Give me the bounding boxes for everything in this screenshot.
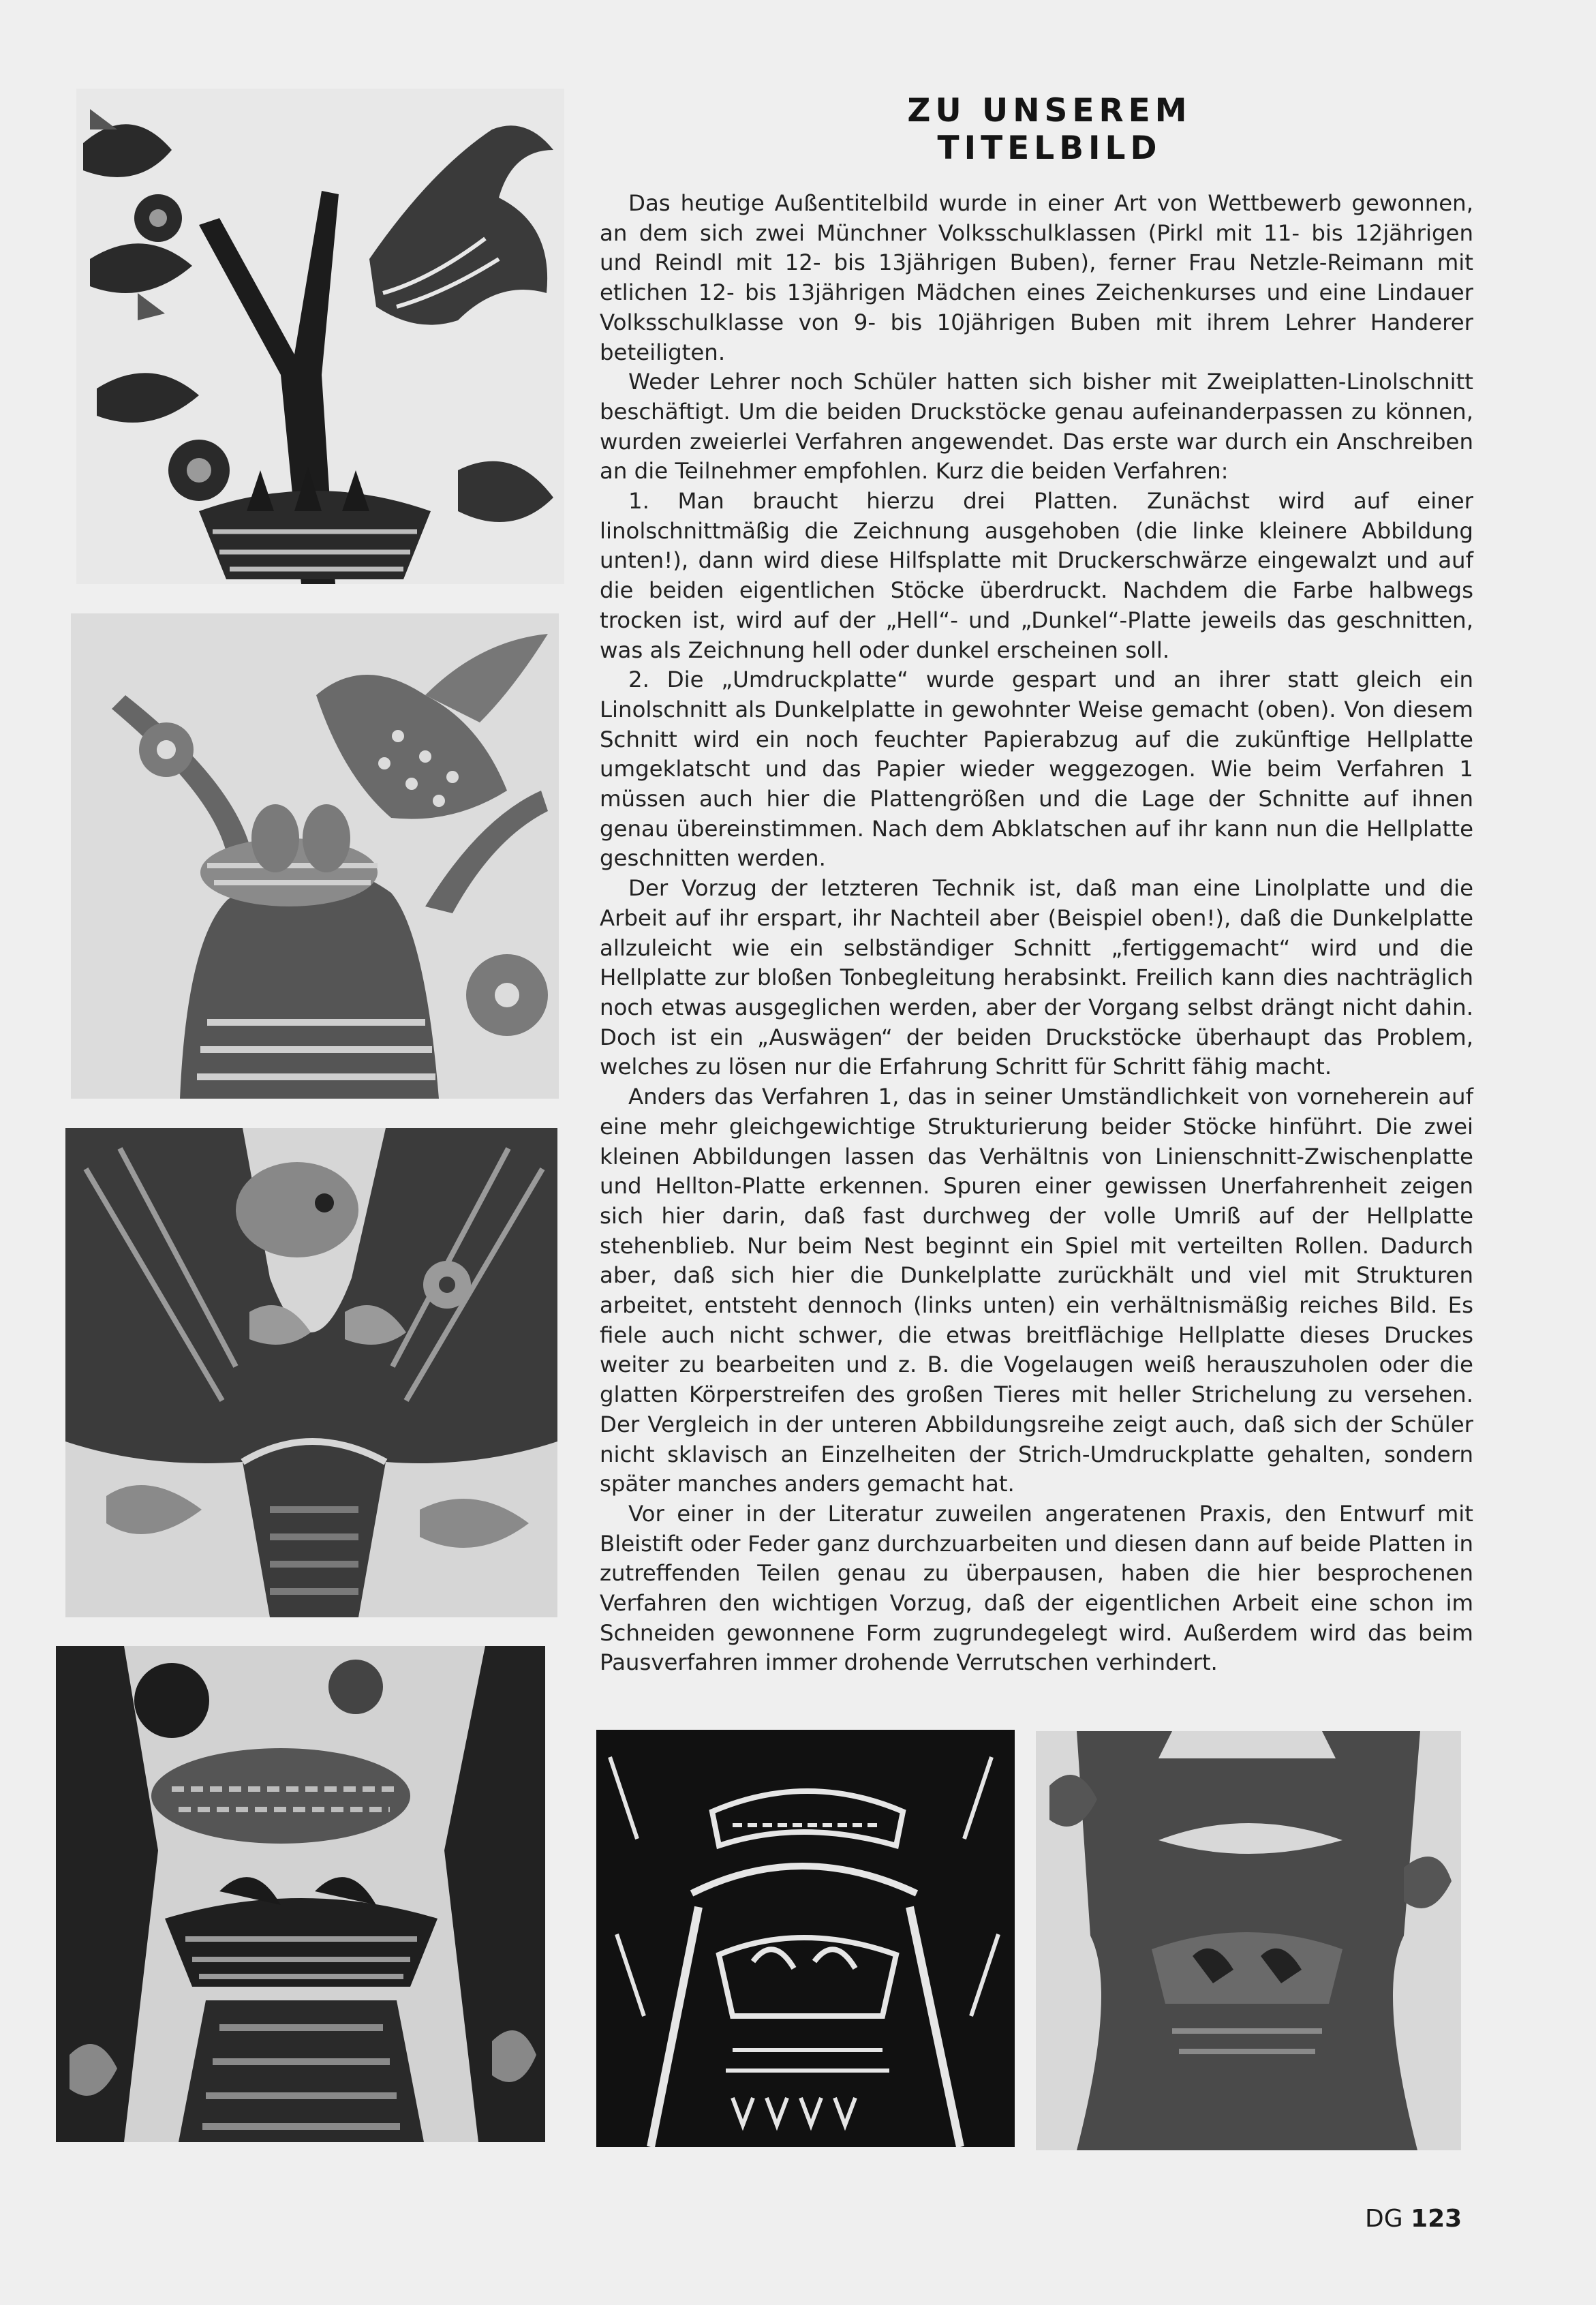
woodcut-line-transfer-plate xyxy=(596,1730,1015,2147)
article-body xyxy=(600,189,1473,1678)
woodcut-bird-with-chicks-light xyxy=(71,613,559,1099)
woodcut-bird-nest-two-plate xyxy=(56,1646,545,2142)
article-paragraph: Das heutige Außentitelbild wurde in einer Art von Wettbewerb gewonnen, an dem sich zwei Münchner Volksschulklassen (Pirkl mit 11- bis 12jährigen und Reindl mit 12- bis 13jährigen Buben), ferner Frau Netzle-Reimann mit etlichen 12- bis 13jährigen Mädchen eines Zeichenkurses und eine Lindauer Volksschulklasse von 9- bis 10jährigen Buben mit ihrem Lehrer Handerer beteiligten. xyxy=(600,190,1473,365)
page-number-value: 123 xyxy=(1411,2205,1462,2233)
article-paragraph: 2. Die „Umdruckplatte“ wurde gespart und an ihrer statt gleich ein Linolschnitt als Dunkelplatte in gewohnter Weise gemacht (oben). Von diesem Schnitt wird ein noch feuchter Papierabzug auf die zukünftige Hellplatte umgeklatscht und das Papier wieder weggezogen. Wie beim Verfahren 1 müssen auch hier die Plattengrößen und die Lage der Schnitte auf ihnen genau übereinstimmen. Nach dem Abklatschen auf ihr kann nun die Hellplatte geschnitten werden. xyxy=(600,667,1473,872)
article-paragraph: Anders das Verfahren 1, das in seiner Umständlichkeit von vorneherein auf eine mehr gleichgewichtige Strukturierung beider Stöcke hinführt. Die zwei kleinen Abbildungen lassen das Verhältnis von Linienschnitt-Zwischenplatte und Hellton-Platte erkennen. Spuren einer gewissen Unerfahrenheit zeigen sich hier darin, daß fast durchweg der volle Umriß auf der Hellplatte stehenblieb. Nur beim Nest beginnt ein Spiel mit verteilten Rollen. Dadurch aber, daß sich hier die Dunkelplatte zurückhält und viel mit Strukturen arbeitet, entsteht dennoch (links unten) ein verhältnismäßig reiches Bild. Es fiele auch nicht schwer, die etwas breitflächige Hellplatte dieses Druckes weiter zu bearbeiten und z. B. die Vogelaugen weiß herauszuholen oder die glatten Körperstreifen des großen Tieres mit heller Strichelung zu versehen. Der Vergleich in der unteren Abbildungsreihe zeigt auch, daß sich der Schüler nicht sklavisch an Einzelheiten der Strich-Umdruckplatte gehalten, sondern später manches anders gemacht hat. xyxy=(600,1084,1473,1497)
article-paragraph: Der Vorzug der letzteren Technik ist, daß man eine Linolplatte und die Arbeit auf ihr erspart, ihr Nachteil aber (Beispiel oben!), daß die Dunkelplatte allzuleicht wie ein selbständiger Schnitt „fertiggemacht“ wird und die Hellplatte zur bloßen Tonbegleitung herabsinkt. Freilich kann dies nachträglich noch etwas ausgeglichen werden, aber der Vorgang selbst drängt nicht dahin. Doch ist ein „Auswägen“ der beiden Druckstöcke überhaupt das Problem, welches zu lösen nur die Erfahrung Schritt für Schritt fähig macht. xyxy=(600,875,1473,1080)
article-heading: ZU UNSEREM TITELBILD xyxy=(907,92,1192,167)
woodcut-bird-tree-dark xyxy=(65,1128,557,1617)
woodcut-bird-feeding-nest xyxy=(76,89,564,584)
article-paragraph: Weder Lehrer noch Schüler hatten sich bisher mit Zweiplatten-Linolschnitt beschäftigt. Um die beiden Druckstöcke genau aufeinanderpassen zu können, wurden zweierlei Verfahren angewendet. Das erste war durch ein Anschreiben an die Teilnehmer empfohlen. Kurz die beiden Verfahren: xyxy=(600,369,1473,485)
article-paragraph: Vor einer in der Literatur zuweilen angeratenen Praxis, den Entwurf mit Bleistift oder Feder ganz durchzuarbeiten und diesen dann auf beide Platten in zutreffenden Teilen genau zu überpausen, haben die hier besprochenen Verfahren den wichtigen Vorzug, daß der eigentlichen Arbeit eine schon im Schneiden gewonnene Form zugrundegelegt wird. Außerdem wird das beim Pausverfahren immer drohende Verrutschen verhindert. xyxy=(600,1500,1473,1676)
page-number xyxy=(1365,2205,1462,2233)
page-number-prefix: DG xyxy=(1365,2205,1403,2233)
article-paragraph: 1. Man braucht hierzu drei Platten. Zunächst wird auf einer linolschnittmäßig die Zeichnung ausgehoben (die linke kleinere Abbildung unten!), dann wird diese Hilfsplatte mit Druckerschwärze eingewalzt und auf die beiden eigentlichen Stöcke überdruckt. Nachdem die Farbe halbwegs trocken ist, wird auf der „Hell“- und „Dunkel“-Platte jeweils das geschnitten, was als Zeichnung hell oder dunkel erscheinen soll. xyxy=(600,488,1473,663)
woodcut-light-tone-plate xyxy=(1036,1731,1461,2150)
